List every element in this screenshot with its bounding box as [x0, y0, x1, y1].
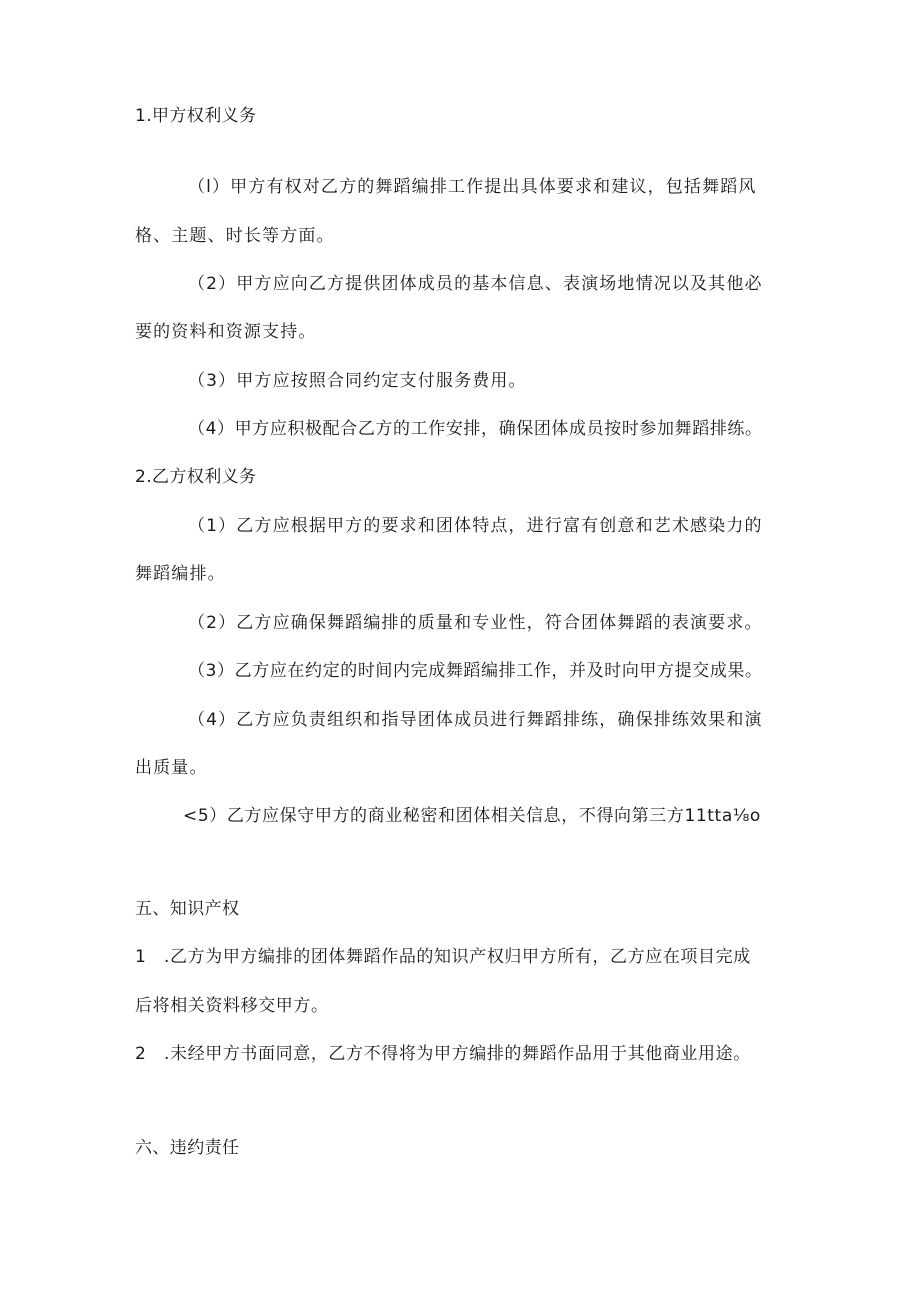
- heading-section-5: 五、知识产权: [135, 899, 240, 919]
- clause-b4-line1: （4）乙方应负责组织和指导团体成员进行舞蹈排练，确保排练效果和演: [188, 710, 763, 730]
- clause-b1-line1: （1）乙方应根据甲方的要求和团体特点，进行富有创意和艺术感染力的: [188, 516, 763, 536]
- clause-5-2-line1: 2 .未经甲方书面同意，乙方不得将为甲方编排的舞蹈作品用于其他商业用途。: [135, 1044, 751, 1064]
- clause-a1-line2: 格、主题、时长等方面。: [135, 226, 335, 246]
- clause-b4-line2: 出质量。: [135, 758, 208, 778]
- clause-a2-line2: 要的资料和资源支持。: [135, 322, 317, 342]
- heading-party-a-rights: 1.甲方权利义务: [135, 106, 257, 126]
- clause-a3-line1: （3）甲方应按照合同约定支付服务费用。: [188, 371, 527, 391]
- clause-b3-line1: （3）乙方应在约定的时间内完成舞蹈编排工作，并及时向甲方提交成果。: [188, 661, 763, 681]
- heading-party-b-rights: 2.乙方权利义务: [135, 467, 257, 487]
- clause-5-1-line1: 1 .乙方为甲方编排的团体舞蹈作品的知识产权归甲方所有，乙方应在项目完成: [135, 947, 751, 967]
- clause-a4-line1: （4）甲方应积极配合乙方的工作安排，确保团体成员按时参加舞蹈排练。: [188, 419, 763, 439]
- clause-a1-line1: （l）甲方有权对乙方的舞蹈编排工作提出具体要求和建议，包括舞蹈风: [188, 177, 757, 197]
- clause-5-1-line2: 后将相关资料移交甲方。: [135, 996, 329, 1016]
- clause-b5-line1: <5）乙方应保守甲方的商业秘密和团体相关信息，不得向第三方11tta⅛o: [183, 806, 761, 826]
- clause-b1-line2: 舞蹈编排。: [135, 564, 226, 584]
- clause-b2-line1: （2）乙方应确保舞蹈编排的质量和专业性，符合团体舞蹈的表演要求。: [188, 613, 763, 633]
- heading-section-6: 六、违约责任: [135, 1138, 240, 1158]
- clause-a2-line1: （2）甲方应向乙方提供团体成员的基本信息、表演场地情况以及其他必: [188, 274, 763, 294]
